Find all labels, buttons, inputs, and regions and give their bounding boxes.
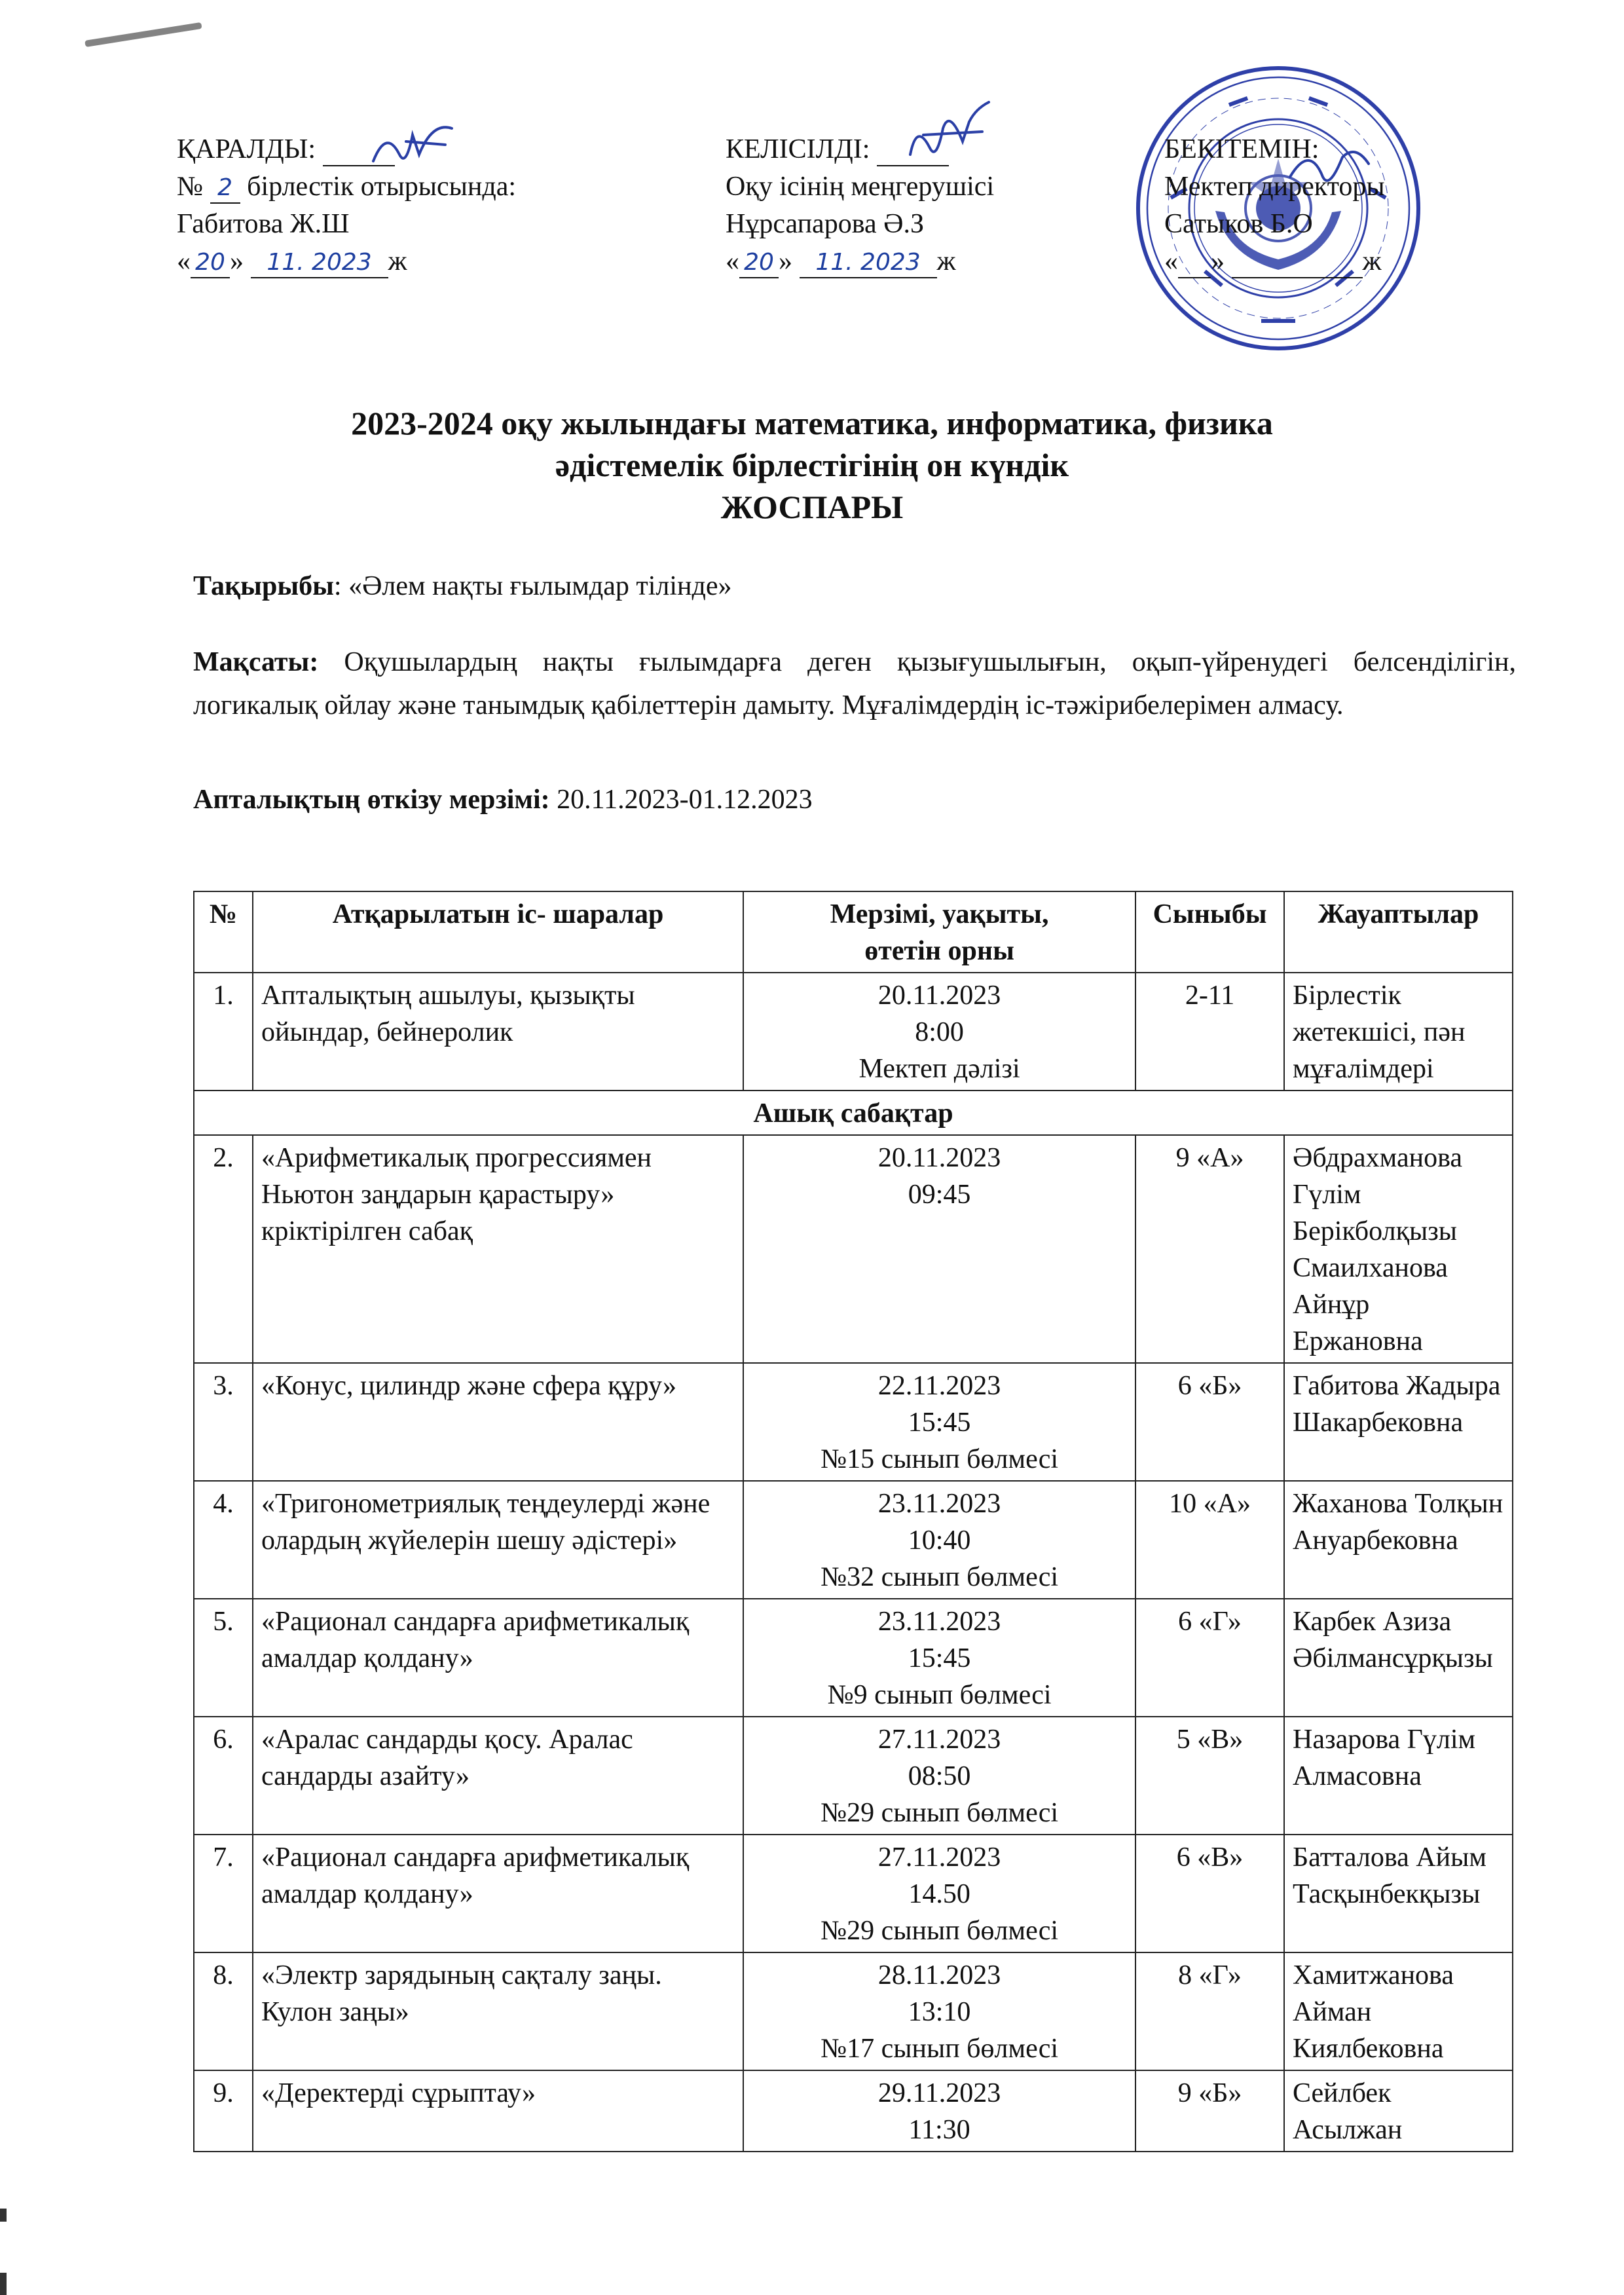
row-responsible: Хамитжанова Айман Киялбековна [1284, 1952, 1513, 2070]
header-time-place [743, 891, 1135, 973]
approved-month-year [1232, 248, 1363, 278]
row-no: 9. [194, 2070, 253, 2152]
plan-table [193, 891, 1513, 2152]
row-place: Мектеп дәлізі [858, 1054, 1020, 1084]
considered-signature [367, 115, 458, 174]
row-event: «Рационал сандарға арифметикалық амалдар қолдану» [253, 1835, 743, 1952]
row-no: 7. [194, 1835, 253, 1952]
row-place: №29 сынып бөлмесі [821, 1916, 1059, 1946]
goal-paragraph [193, 641, 1516, 727]
row-grade: 2-11 [1135, 973, 1284, 1091]
row-time: 13:10 [908, 1997, 971, 2027]
doc-title-line1: 2023-2024 оқу жылындағы математика, информатика, физика [351, 405, 1273, 441]
row-grade: 8 «Г» [1135, 1952, 1284, 2070]
section-open-lessons: Ашық сабақтар [194, 1091, 1513, 1135]
row-time-place [743, 973, 1135, 1091]
row-time-place [743, 1363, 1135, 1481]
row-date: 28.11.2023 [877, 1960, 1001, 1990]
row-time: 09:45 [908, 1180, 971, 1210]
row-responsible: Сейлбек Асылжан [1284, 2070, 1513, 2152]
doc-title-line3: ЖОСПАРЫ [720, 489, 904, 525]
row-grade: 9 «Б» [1135, 2070, 1284, 2152]
row-no: 8. [194, 1952, 253, 2070]
period-text: 20.11.2023-01.12.2023 [557, 785, 813, 815]
considered-date-end: ж [388, 246, 407, 276]
considered-date-mid: » [230, 246, 244, 276]
table-row [194, 1481, 1513, 1599]
row-date: 23.11.2023 [877, 1489, 1001, 1519]
table-row [194, 1952, 1513, 2070]
row-time-place [743, 1717, 1135, 1835]
approved-date-open: « [1164, 246, 1178, 276]
scan-stroke-mark [84, 22, 202, 47]
row-responsible: Бірлестік жетекшісі, пән мұғалімдері [1284, 973, 1513, 1091]
row-event: «Арифметикалық прогрессиямен Ньютон заңдарын қарастыру» кріктірілген сабақ [253, 1135, 743, 1363]
header-responsible: Жауаптылар [1284, 891, 1513, 973]
considered-meeting-label: бірлестік отырысында: [247, 172, 517, 202]
period-paragraph [193, 778, 1516, 821]
approved-date-end: ж [1362, 246, 1382, 276]
table-row [194, 2070, 1513, 2152]
row-time-place [743, 2070, 1135, 2152]
row-time-place [743, 1599, 1135, 1717]
row-time: 8:00 [915, 1017, 964, 1047]
considered-month-year: 11. 2023 [251, 248, 388, 278]
row-date: 29.11.2023 [877, 2078, 1001, 2108]
row-time: 15:45 [908, 1643, 971, 1673]
row-time-place [743, 1481, 1135, 1599]
row-grade: 10 «А» [1135, 1481, 1284, 1599]
table-header-row [194, 891, 1513, 973]
approved-title: БЕКІТЕМІН: [1164, 134, 1320, 164]
row-responsible: Назарова Гүлім Алмасовна [1284, 1717, 1513, 1835]
agreed-title: КЕЛІСІЛДІ: [726, 134, 870, 164]
row-event: «Конус, цилиндр және сфера құру» [253, 1363, 743, 1481]
topic-text: : «Әлем нақты ғылымдар тілінде» [333, 571, 732, 601]
row-event: Апталықтың ашылуы, қызықты ойындар, бейнеролик [253, 973, 743, 1091]
table-row [194, 973, 1513, 1091]
header-event: Атқарылатын іс- шаралар [253, 891, 743, 973]
row-time-place [743, 1835, 1135, 1952]
row-date: 27.11.2023 [877, 1725, 1001, 1755]
row-date: 20.11.2023 [877, 980, 1001, 1011]
row-date: 20.11.2023 [877, 1143, 1001, 1173]
table-row [194, 1717, 1513, 1835]
table-row [194, 1363, 1513, 1481]
row-date: 22.11.2023 [877, 1371, 1001, 1401]
agreed-date-mid: » [779, 246, 792, 276]
row-grade: 6 «Г» [1135, 1599, 1284, 1717]
row-no: 1. [194, 973, 253, 1091]
scan-edge-mark-bottom [0, 2273, 7, 2295]
row-place: №9 сынып бөлмесі [827, 1680, 1052, 1710]
considered-day: 20 [191, 248, 230, 278]
row-responsible: Батталова Айым Тасқынбекқызы [1284, 1835, 1513, 1952]
row-time: 15:45 [908, 1408, 971, 1438]
approved-position: Мектеп директоры [1164, 172, 1385, 202]
header-grade: Сыныбы [1135, 891, 1284, 973]
agreed-position: Оқу ісінің меңгерушісі [726, 172, 995, 202]
scan-edge-mark [0, 2209, 7, 2222]
row-place: №15 сынып бөлмесі [821, 1444, 1059, 1474]
row-responsible: Габитова Жадыра Шакарбековна [1284, 1363, 1513, 1481]
header-no: № [194, 891, 253, 973]
header-time-line1: Мерзімі, уақыты, [830, 899, 1049, 929]
agreed-name: Нұрсапарова Ә.З [726, 209, 924, 239]
row-event: «Тригонометриялық теңдеулерді және олардың жүйелерін шешу әдістері» [253, 1481, 743, 1599]
agreed-month-year: 11. 2023 [800, 248, 937, 278]
considered-no-sign: № [177, 172, 204, 202]
row-no: 3. [194, 1363, 253, 1481]
row-responsible: Жаханова Толқын Ануарбековна [1284, 1481, 1513, 1599]
table-row [194, 1835, 1513, 1952]
section-row [194, 1091, 1513, 1135]
row-event: «Электр зарядының сақталу заңы. Кулон заңы» [253, 1952, 743, 2070]
row-no: 6. [194, 1717, 253, 1835]
topic-label: Тақырыбы [193, 571, 334, 601]
agreed-signature [897, 96, 995, 168]
considered-protocol-number: 2 [210, 174, 240, 204]
row-event: «Деректерді сұрыптау» [253, 2070, 743, 2152]
row-no: 4. [194, 1481, 253, 1599]
goal-label: Мақсаты: [193, 647, 319, 677]
agreed-day: 20 [739, 248, 779, 278]
row-time-place [743, 1135, 1135, 1363]
row-time-place [743, 1952, 1135, 2070]
row-event: «Рационал сандарға арифметикалық амалдар қолдану» [253, 1599, 743, 1717]
row-grade: 5 «В» [1135, 1717, 1284, 1835]
row-time: 14.50 [908, 1879, 970, 1909]
row-responsible: Әбдрахманова Гүлім Берікболқызы Смаилханова Айнұр Ержановна [1284, 1135, 1513, 1363]
considered-name: Габитова Ж.Ш [177, 209, 350, 239]
row-event: «Аралас сандарды қосу. Аралас сандарды азайту» [253, 1717, 743, 1835]
header-time-line2: өтетін орны [864, 936, 1014, 966]
agreed-date-end: ж [936, 246, 956, 276]
table-row [194, 1599, 1513, 1717]
row-no: 2. [194, 1135, 253, 1363]
approved-day [1178, 248, 1211, 278]
row-time: 10:40 [908, 1525, 971, 1556]
considered-title: ҚАРАЛДЫ: [177, 134, 316, 164]
row-place: №32 сынып бөлмесі [821, 1562, 1059, 1592]
row-responsible: Карбек Азиза Әбілмансұрқызы [1284, 1599, 1513, 1717]
approved-date-mid: » [1211, 246, 1225, 276]
considered-date-open: « [177, 246, 191, 276]
topic-paragraph [193, 565, 1516, 608]
row-grade: 6 «В» [1135, 1835, 1284, 1952]
row-place: №29 сынып бөлмесі [821, 1798, 1059, 1828]
row-date: 27.11.2023 [877, 1842, 1001, 1873]
approved-signature [1283, 138, 1375, 196]
row-place: №17 сынып бөлмесі [821, 2034, 1059, 2064]
row-no: 5. [194, 1599, 253, 1717]
agreed-date-open: « [726, 246, 739, 276]
approval-blocks [0, 131, 1624, 327]
doc-title-line2: әдістемелік бірлестігінің он күндік [555, 447, 1069, 483]
row-time: 11:30 [908, 2115, 970, 2145]
goal-text: Оқушылардың нақты ғылымдарға деген қызығушылығын, оқып-үйренудегі белсенділігін, логикалық ойлау және танымдық қабілеттерін дамыту. Мұғалімдердің іс-тәжірибелерімен алмасу. [193, 647, 1517, 720]
period-label: Апталықтың өткізу мерзімі: [193, 785, 550, 815]
approval-considered [177, 131, 516, 280]
row-grade: 9 «А» [1135, 1135, 1284, 1363]
approved-name: Сатыков Б.О [1164, 209, 1313, 239]
row-time: 08:50 [908, 1761, 971, 1791]
row-grade: 6 «Б» [1135, 1363, 1284, 1481]
table-row [194, 1135, 1513, 1363]
row-date: 23.11.2023 [877, 1607, 1001, 1637]
